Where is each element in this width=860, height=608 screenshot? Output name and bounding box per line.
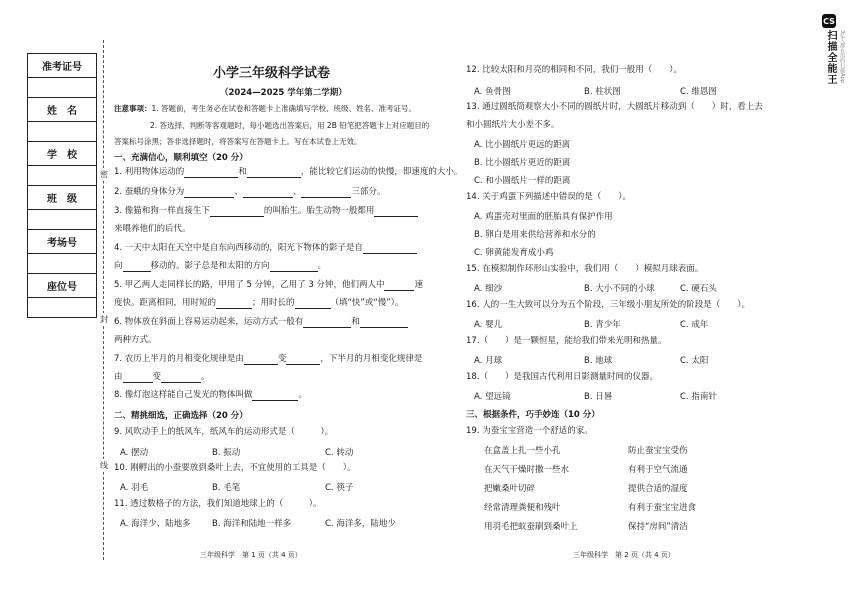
info-label: 准考证号 bbox=[28, 54, 96, 78]
question-6: 6. 物体放在斜面上容易运动起来，运动方式一般有 和 bbox=[114, 317, 408, 328]
camscanner-logo: CS bbox=[822, 14, 836, 28]
info-blank bbox=[28, 210, 96, 230]
option-c: C. 成年 bbox=[680, 320, 709, 330]
section-heading: 二、精挑细选，正确选择（20 分） bbox=[114, 411, 248, 421]
option-c: C. 卵黄能发育成小鸡 bbox=[474, 248, 554, 258]
question-5: 5. 甲乙两人走同样长的路，甲用了 5 分钟，乙用了 3 分钟，他们两人中 速 bbox=[114, 280, 423, 290]
option-c: C. 维恩图 bbox=[680, 87, 717, 97]
match-right: 保持“房间”清洁 bbox=[628, 522, 688, 532]
option-a: A. 摆动 bbox=[120, 448, 149, 458]
question-2: 2. 蚕蛾的身体分为 、 、 三部分。 bbox=[114, 187, 386, 197]
exam-title: 小学三年级科学试卷 bbox=[213, 66, 331, 81]
binding-mark: 封 bbox=[100, 315, 108, 324]
question-19: 19. 为蚕宝宝营造一个舒适的家。 bbox=[466, 426, 593, 436]
option-b: B. 振动 bbox=[212, 448, 241, 458]
candidate-info-box bbox=[27, 53, 97, 318]
binding-mark: 密 bbox=[100, 170, 108, 179]
school-year: （2024—2025 学年第二学期） bbox=[220, 88, 347, 98]
notice bbox=[114, 103, 416, 114]
notice-line: 1. 答题前，考生务必在试卷和答题卡上准确填写学校、班级、姓名、准考证号。 bbox=[151, 104, 417, 113]
option-b: B. 日晷 bbox=[584, 392, 613, 402]
option-c: C. 指南针 bbox=[680, 392, 717, 402]
question-3-cont: 来喂养他们的后代。 bbox=[114, 224, 191, 234]
option-b: B. 柱状图 bbox=[584, 87, 621, 97]
info-label: 座位号 bbox=[28, 274, 96, 298]
match-left: 在天气干燥时撒一些水 bbox=[484, 465, 570, 475]
question-13-cont: 和小圆纸片大小差不多。 bbox=[466, 120, 560, 130]
question-10: 10. 刚孵出的小蚕要放到桑叶上去，不宜使用的工具是（ ）。 bbox=[114, 463, 356, 473]
notice-line: 2. 答选择、判断等客观题时，每小题选出答案后，用 2B 铅笔把答题卡上对应题目的 bbox=[150, 121, 430, 130]
match-right: 防止蚕宝宝受伤 bbox=[628, 446, 688, 456]
option-b: B. 卵白是用来供给营养和水分的 bbox=[474, 230, 596, 240]
info-label: 学 校 bbox=[28, 142, 96, 166]
question-15: 15. 在模拟制作环形山实验中，我们用（ ）模拟月球表面。 bbox=[466, 264, 704, 274]
question-7: 7. 农历上半月的月相变化规律是由 变 ，下半月的月相变化规律是 bbox=[114, 354, 423, 364]
page-footer: 三年级科学 第 1 页（共 4 页） bbox=[200, 551, 302, 559]
page-footer: 三年级科学 第 2 页（共 4 页） bbox=[573, 551, 675, 559]
info-blank bbox=[28, 78, 96, 98]
camscanner-name: 扫描全能王 bbox=[825, 30, 836, 85]
question-18: 18.（ ）是我国古代利用日影测量时间的仪器。 bbox=[466, 372, 659, 382]
question-13: 13. 通过圆纸筒观察大小不同的圆纸片时，大圆纸片移动到（ ）时，看上去 bbox=[466, 102, 763, 112]
option-a: A. 望远镜 bbox=[474, 392, 511, 402]
info-label: 姓 名 bbox=[28, 98, 96, 122]
info-blank bbox=[28, 254, 96, 274]
question-12: 12. 比较太阳和月亮的相同和不同，我们一般用（ ）。 bbox=[466, 65, 682, 75]
question-6-cont: 两种方式。 bbox=[114, 335, 157, 345]
info-label: 考场号 bbox=[28, 230, 96, 254]
question-9: 9. 风吹动手上的纸风车，纸风车的运动形式是（ ）。 bbox=[114, 427, 334, 437]
info-blank bbox=[28, 122, 96, 142]
notice-label: 注意事项： bbox=[114, 104, 152, 113]
match-left: 把嫩桑叶切碎 bbox=[484, 484, 536, 494]
option-b: B. 地球 bbox=[584, 356, 613, 366]
question-1: 1. 利用物体运动的 和 ，能比较它们运动的快慢，即速度的大小。 bbox=[114, 167, 463, 177]
match-left: 用羽毛把蚁蚕刷到桑叶上 bbox=[484, 522, 578, 532]
question-4-cont: 向 移动的。影子总是和太阳的方向 。 bbox=[114, 261, 327, 271]
option-a: A. 婴儿 bbox=[474, 320, 503, 330]
question-3: 3. 像猫和狗一样直接生下 的叫胎生。胎生动物一般都用 bbox=[114, 206, 418, 217]
option-b: B. 青少年 bbox=[584, 320, 621, 330]
question-7-cont: 由 变 。 bbox=[114, 372, 210, 382]
option-a: A. 鸡蛋壳对里面的胚胎具有保护作用 bbox=[474, 212, 613, 222]
option-c: C. 硬石头 bbox=[680, 284, 717, 294]
option-c: C. 和小圆纸片一样的距离 bbox=[474, 176, 571, 186]
question-16: 16. 人的一生大致可以分为五个阶段，三年级小朋友所处的阶段是（ ）。 bbox=[466, 300, 750, 310]
option-b: B. 比小圆纸片更近的距离 bbox=[474, 158, 571, 168]
notice-line: 答案标号涂黑；答非选择题时，将答案写在答题卡上。写在本试卷上无效。 bbox=[114, 137, 362, 146]
option-c: C. 筷子 bbox=[325, 483, 354, 493]
question-8: 8. 像灯泡这样能自己发光的物体叫做 。 bbox=[114, 390, 307, 400]
info-label: 班 级 bbox=[28, 186, 96, 210]
info-blank bbox=[28, 166, 96, 186]
question-17: 17.（ ）是一颗恒星，能给我们带来光明和热量。 bbox=[466, 336, 667, 346]
question-11: 11. 透过数格子的方法，我们知道地球上的（ ）。 bbox=[114, 499, 322, 509]
option-b: B. 海洋和陆地一样多 bbox=[212, 519, 292, 529]
question-14: 14. 关于鸡蛋下列描述中错误的是（ ）。 bbox=[466, 192, 631, 202]
binding-mark: 线 bbox=[100, 461, 108, 470]
camscanner-slogan: 3亿人都在用的扫描App bbox=[839, 30, 845, 83]
option-c: C. 太阳 bbox=[680, 356, 709, 366]
option-a: A. 海洋少、陆地多 bbox=[120, 519, 191, 529]
match-right: 有利于空气流通 bbox=[628, 465, 688, 475]
option-a: A. 月球 bbox=[474, 356, 503, 366]
option-c: C. 转动 bbox=[325, 448, 354, 458]
option-b: B. 大小不同的小球 bbox=[584, 284, 655, 294]
match-left: 经常清理粪便和残叶 bbox=[484, 503, 561, 513]
option-b: B. 毛笔 bbox=[212, 483, 241, 493]
option-a: A. 比小圆纸片更远的距离 bbox=[474, 140, 571, 150]
match-right: 提供合适的湿度 bbox=[628, 484, 688, 494]
info-blank bbox=[28, 298, 96, 317]
option-a: A. 鱼骨图 bbox=[474, 87, 511, 97]
match-right: 有利于蚕宝宝进食 bbox=[628, 503, 697, 513]
section-heading: 三、根据条件，巧手妙连（10 分） bbox=[466, 410, 600, 420]
question-5-cont: 度快。距离相同，用时短的 ；用时长的 （填“快”或“慢”）。 bbox=[114, 298, 404, 308]
question-4: 4. 一天中太阳在天空中是自东向西移动的，阳光下物体的影子是自 bbox=[114, 243, 417, 254]
option-a: A. 羽毛 bbox=[120, 483, 149, 493]
binding-line bbox=[103, 40, 104, 560]
section-heading: 一、充满信心，顺利填空（20 分） bbox=[114, 153, 248, 163]
option-c: C. 海洋多，陆地少 bbox=[325, 519, 396, 529]
option-a: A. 细沙 bbox=[474, 284, 503, 294]
match-left: 在盒盖上扎一些小孔 bbox=[484, 446, 561, 456]
